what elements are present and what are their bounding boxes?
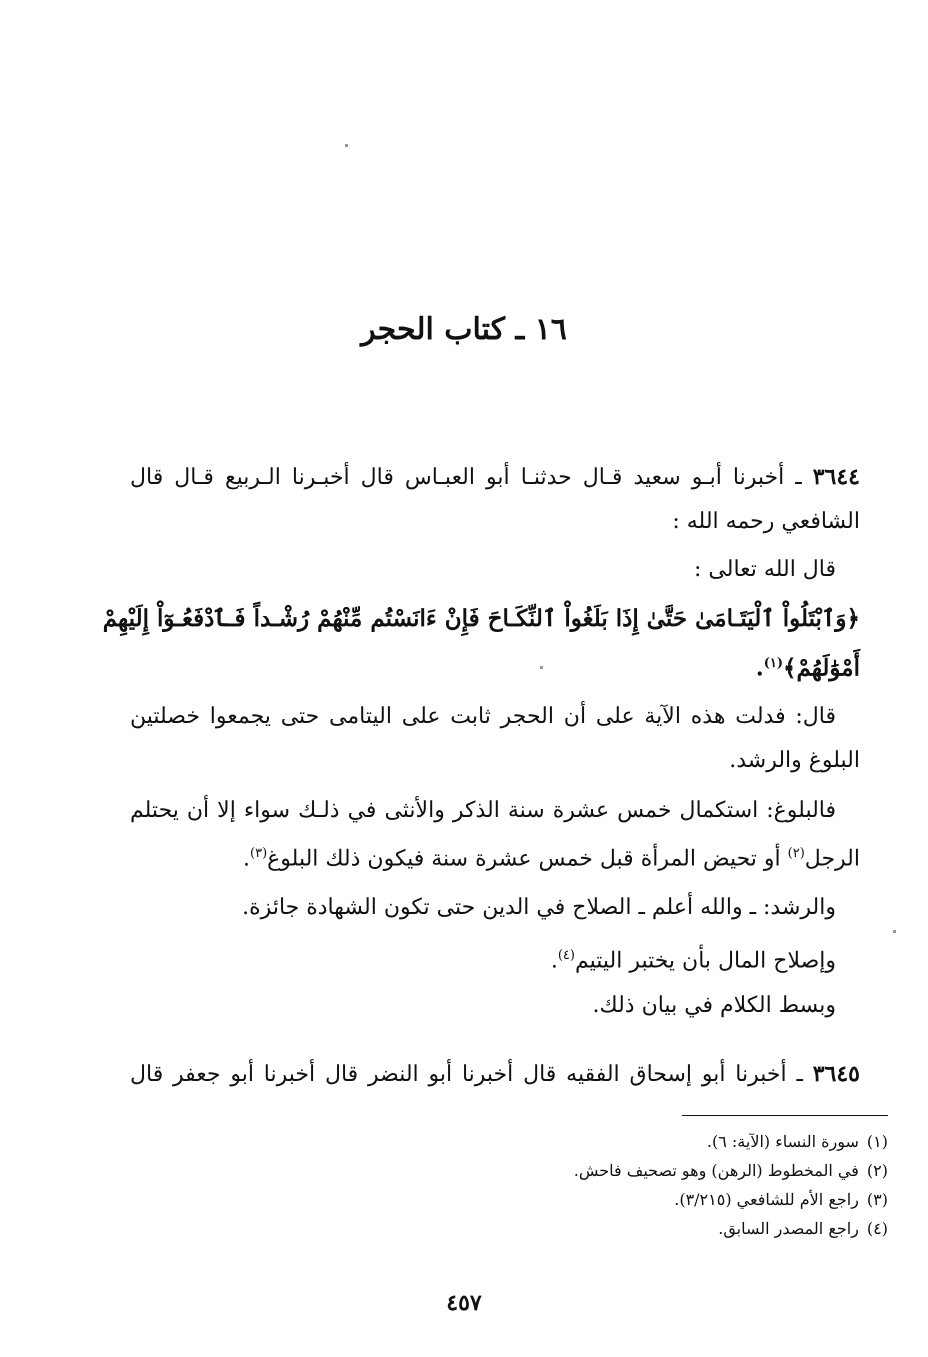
chapter-title: ١٦ ـ كتاب الحجر xyxy=(361,312,567,347)
footnote-text: في المخطوط (الرهن) وهو تصحيف فاحش. xyxy=(573,1161,859,1180)
hadith-text: ـ أخبرنا أبـو سعيد قـال حدثنـا أبو العبـاس قال أخبـرنا الـربيع قـال قال xyxy=(130,465,813,490)
verse-period: . xyxy=(755,654,764,682)
footnote-ref-4: (٤) xyxy=(557,948,575,963)
hadith-text: ـ أخبرنا أبو إسحاق الفقيه قال أخبرنا أبو النضر قال أخبرنا أبو جعفر قال xyxy=(130,1062,813,1087)
paragraph-4-text: وإصلاح المال بأن يختبر اليتيم xyxy=(574,948,836,974)
paragraph-5: وبسط الكلام في بيان ذلك. xyxy=(592,993,836,1018)
footnote-divider xyxy=(682,1115,888,1116)
footnote-ref-1: (١) xyxy=(763,656,783,671)
quran-verse-end: أَمْوَٰلَهُمْ﴾ xyxy=(783,654,860,682)
footnote-2 xyxy=(574,1157,888,1185)
quran-verse-line-2 xyxy=(756,642,860,691)
paragraph-2-period: . xyxy=(243,846,251,872)
footnote-text: راجع المصدر السابق. xyxy=(718,1219,859,1238)
footnote-text: سورة النساء (الآية: ٦). xyxy=(706,1132,859,1151)
paragraph-2-text-a: الرجل xyxy=(804,846,860,872)
page-number: ٤٥٧ xyxy=(446,1290,482,1316)
quran-verse-line-1: ﴿وَٱبْتَلُواْ ٱلْيَتَـامَىٰ حَتَّىٰ إِذَا بَلَغُواْ ٱلنِّكَـاحَ فَإِنْ ءَانَسْتُم مِّنْهُمْ رُشْـداً فَـٱدْفَعُـوٓاْ إِلَيْهِمْ xyxy=(102,605,860,632)
hadith-3644-line-2: الشافعي رحمه الله : xyxy=(672,509,860,534)
paragraph-2-text-b: أو تحيض المرأة قبل خمس عشرة سنة فيكون ذلك البلوغ xyxy=(267,846,788,872)
footnote-1 xyxy=(707,1128,888,1156)
footnote-number: (١) xyxy=(866,1132,888,1151)
paragraph-3: والرشد: ـ والله أعلم ـ الصلاح في الدين حتى تكون الشهادة جائزة. xyxy=(242,895,836,920)
scan-speck xyxy=(893,930,896,933)
paragraph-2-line-2 xyxy=(243,832,860,881)
paragraph-1-line-1: قال: فدلت هذه الآية على أن الحجر ثابت على اليتامى حتى يجمعوا خصلتين xyxy=(130,704,836,729)
paragraph-1-line-2: البلوغ والرشد. xyxy=(729,748,860,773)
footnote-ref-2: (٢) xyxy=(787,846,805,861)
footnote-number: (٤) xyxy=(866,1219,888,1238)
scan-speck xyxy=(345,144,348,147)
hadith-3645-line-1 xyxy=(130,1052,860,1097)
hadith-3644-line-3: قال الله تعالى : xyxy=(694,557,836,582)
footnote-text: راجع الأم للشافعي (٣/٢١٥). xyxy=(674,1190,859,1209)
paragraph-2-line-1: فالبلوغ: استكمال خمس عشرة سنة الذكر والأنثى في ذلـك سواء إلا أن يحتلم xyxy=(130,798,836,823)
hadith-number: ٣٦٤٤ xyxy=(812,464,860,490)
paragraph-4-period: . xyxy=(550,948,558,974)
scan-speck xyxy=(540,666,543,669)
footnote-3 xyxy=(674,1186,888,1214)
footnote-ref-3: (٣) xyxy=(250,846,268,861)
hadith-3644-line-1 xyxy=(130,455,860,500)
paragraph-4 xyxy=(551,934,836,983)
footnote-4 xyxy=(718,1215,888,1243)
footnote-number: (٣) xyxy=(866,1190,888,1209)
footnote-number: (٢) xyxy=(866,1161,888,1180)
hadith-number: ٣٦٤٥ xyxy=(812,1061,860,1087)
